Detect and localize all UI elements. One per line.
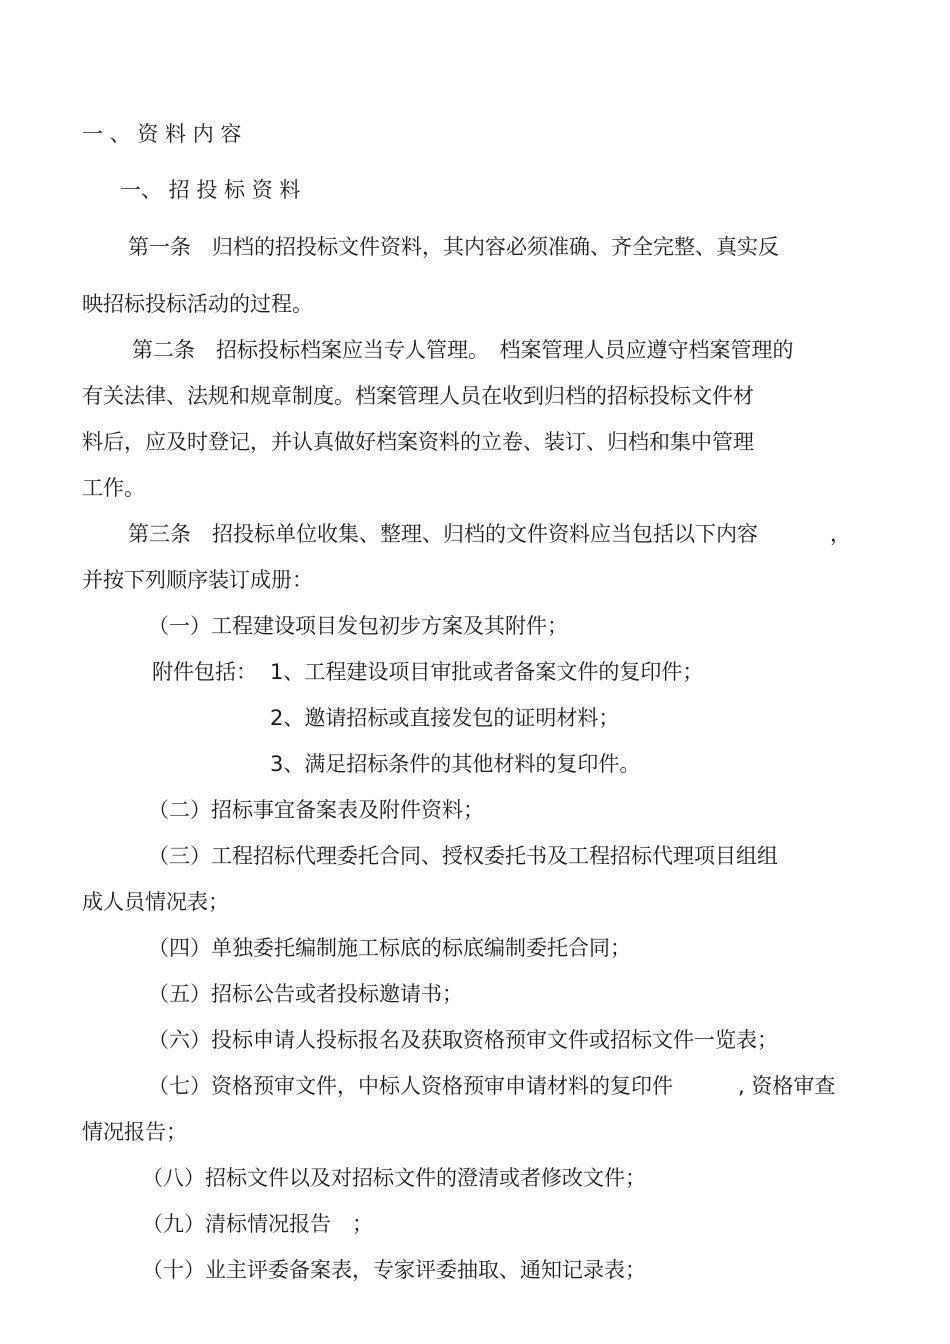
- article-3-line-1: 第三条 招投标单位收集、整理、归档的文件资料应当包括以下内容: [128, 522, 758, 546]
- article-1-line-1: 第一条 归档的招投标文件资料，其内容必须准确、齐全完整、真实反: [128, 235, 779, 259]
- item-10: （十）业主评委备案表，专家评委抽取、通知记录表；: [142, 1258, 646, 1282]
- attachment-label: 附件包括：: [152, 660, 257, 684]
- item-8: （八）招标文件以及对招标文件的澄清或者修改文件；: [142, 1166, 646, 1190]
- item-3-line-1: （三）工程招标代理委托合同、授权委托书及工程招标代理项目组组: [148, 844, 778, 868]
- article-2-line-4: 工作。: [82, 476, 145, 500]
- subsection-heading: 一、 招 投 标 资 料: [120, 178, 301, 202]
- article-1-line-2: 映招标投标活动的过程。: [82, 292, 313, 316]
- item-3-line-2: 成人员情况表；: [82, 890, 229, 914]
- item-6: （六）投标申请人投标报名及获取资格预审文件或招标文件一览表；: [148, 1028, 778, 1052]
- item-9: （九）清标情况报告 ；: [142, 1212, 373, 1236]
- item-1: （一）工程建设项目发包初步方案及其附件；: [148, 614, 568, 638]
- item-5: （五）招标公告或者投标邀请书；: [148, 982, 463, 1006]
- article-3-comma: ，: [830, 522, 851, 546]
- section-heading: 一 、 资 料 内 容: [82, 122, 242, 146]
- attachment-1: 1、工程建设项目审批或者备案文件的复印件；: [270, 660, 704, 684]
- article-3-line-2: 并按下列顺序装订成册：: [82, 568, 313, 592]
- item-2: （二）招标事宜备案表及附件资料；: [148, 798, 484, 822]
- item-7-line-1a: （七）资格预审文件，中标人资格预审申请材料的复印件: [148, 1074, 673, 1098]
- article-2-line-1: 第二条 招标投标档案应当专人管理。 档案管理人员应遵守档案管理的: [132, 338, 794, 362]
- article-2-line-2: 有关法律、法规和规章制度。档案管理人员在收到归档的招标投标文件材: [82, 384, 754, 408]
- item-7-line-1b: , 资格审查: [738, 1074, 836, 1098]
- attachment-3: 3、满足招标条件的其他材料的复印件。: [270, 752, 641, 776]
- article-2-line-3: 料后，应及时登记，并认真做好档案资料的立卷、装订、归档和集中管理: [82, 430, 754, 454]
- attachment-2: 2、邀请招标或直接发包的证明材料；: [270, 706, 620, 730]
- item-4: （四）单独委托编制施工标底的标底编制委托合同；: [148, 936, 631, 960]
- item-7-line-2: 情况报告；: [82, 1120, 187, 1144]
